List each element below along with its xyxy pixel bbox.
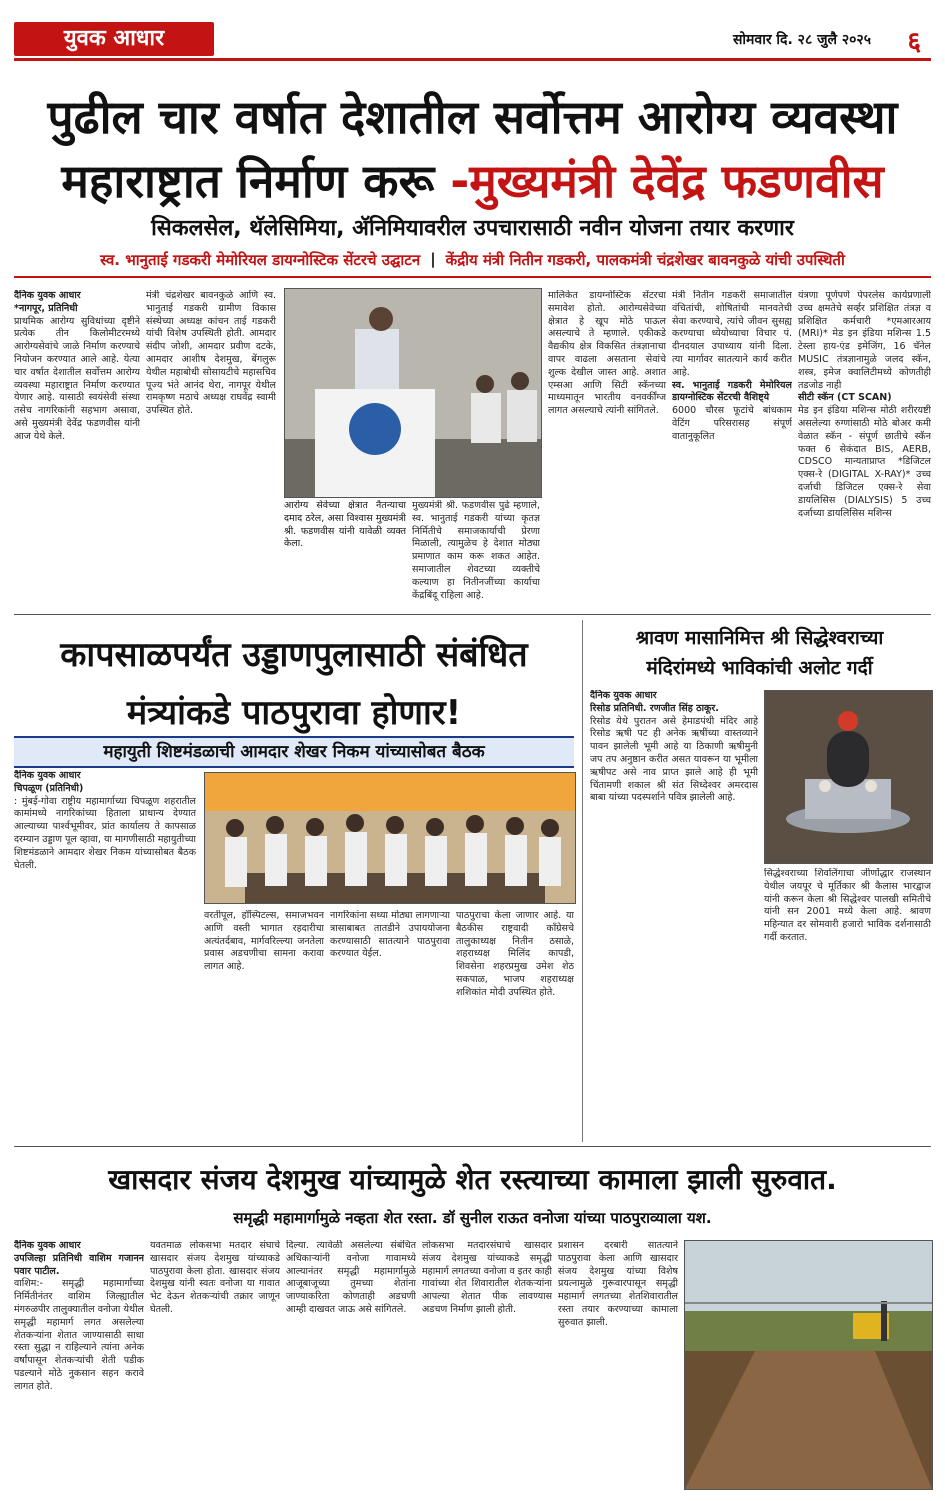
story2-headline-line1: कापसाळपर्यंत उड्डाणपुलासाठी संबंधित bbox=[60, 635, 528, 675]
story1-col5-heading: स्व. भानुताई गडकरी मेमोरियल डायग्नोस्टिक सेंटरची वैशिष्ट्ये bbox=[672, 379, 792, 404]
story4-byline: दैनिक युवक आधार bbox=[14, 1240, 81, 1251]
story1-column-5 bbox=[672, 290, 792, 610]
strap-divider: | bbox=[430, 250, 436, 268]
story1-col2-text: मंत्री चंद्रशेखर बावनकुळे आणि स्व. भानुताई गडकरी ग्रामीण विकास संस्थेच्या अध्यक्ष कांचन ताई गडकरी यांची विशेष उपस्थिती होती. आमदार संदीप जोशी, आमदार प्रवीण दटके, आमदार आशीष देशमुख, बेंगलुरू येथील महाबोधी सोसायटीचे महासचिव पूज्य भंते आनंद थेरा, नागपूर येथील रामकृष्ण मठाचे अध्यक्ष राघवेंद्र स्वामी उपस्थित होते. bbox=[146, 290, 276, 417]
story2-col3-text: नागरिकांना सध्या मोठ्या लागणाऱ्या त्रासाबाबत तातडीने उपाययोजना करण्यासाठी सातत्याने पाठपुरावा करण्यात येईल. bbox=[330, 910, 450, 960]
story2-column-3 bbox=[330, 910, 450, 1142]
story1-headline-line2 bbox=[14, 152, 931, 210]
story2-photo bbox=[204, 772, 576, 904]
story1-headline-line1: पुढील चार वर्षात देशातील सर्वोत्तम आरोग्य व्यवस्था bbox=[47, 90, 898, 144]
story1-column-1 bbox=[14, 290, 140, 610]
story1-col5-tail: 6000 चौरस फूटांचे बांधकाम वेटिंग परिसरासह संपूर्ण वातानुकूलित bbox=[672, 405, 792, 442]
story3-col2-text: सिद्धेश्वराच्या शिवलिंगाचा जीर्णोद्धार राजस्थान येथील जयपूर चे मूर्तिकार श्री कैलास भारद्वाज यांनी करून केला श्री सिद्धेश्वर पालखी समितीचे यांनी सन 2001 मध्ये केला आहे. श्रावण महिन्यात दर सोमवारी हजारो भाविक दर्शनासाठी गर्दी करतात. bbox=[764, 868, 931, 943]
story1-photo bbox=[284, 288, 542, 498]
story4-byline-location: उपजिल्हा प्रतिनिधी वाशिम गजानन पवार पाटील. bbox=[14, 1252, 144, 1277]
story4-subhead: समृद्धी महामार्गामुळे नव्हता शेत रस्ता. डॉ सुनील राऊत वनोजा यांच्या पाठपुराव्याला यश. bbox=[233, 1209, 712, 1227]
story3-headline-line1: श्रावण मासानिमित्त श्री सिद्धेश्वराच्या bbox=[635, 627, 884, 649]
masthead bbox=[14, 22, 931, 61]
meeting-photo-illustration bbox=[205, 773, 575, 903]
story3-column-1 bbox=[590, 690, 758, 1142]
story3-byline-location: रिसोड प्रतिनिधी. रणजीत सिंह ठाकूर. bbox=[590, 702, 719, 714]
story1-column-4 bbox=[548, 290, 666, 610]
story2-byline: दैनिक युवक आधार bbox=[14, 770, 81, 781]
story4-col1-text: वाशिम:- समृद्धी महामार्गाच्या निर्मितीनंतर वाशिम जिल्ह्यातील मंगरुळपीर तालुक्यातील वनोजा येथील समृद्धी महामार्ग लगत असलेल्या शेतकऱ्यांना शेतात जाण्यासाठी साधा रस्ता सुद्धा न राहिल्याने त्यांना अनेक वर्षांपासून शेतकऱ्यांची शेती पडीक पडल्याने मोठे नुकसान सहन करावे लागत होते. bbox=[14, 1278, 144, 1392]
column-divider bbox=[582, 620, 583, 1142]
story1-column-6 bbox=[798, 290, 931, 610]
story4-col3-text: दिल्या. त्यावेळी असलेल्या संबंधित अधिकाऱ्यांनी वनोजा गावामध्ये आल्यानंतर समृद्धी महामार्गामुळे आजूबाजूच्या तुमच्या शेतांना जाण्याकरिता कोणताही अडचणी आम्ही दाखवत जाऊ असे सांगितले. bbox=[286, 1240, 416, 1315]
story1-col4-text: मालिकेत डायग्नोस्टिक सेंटरचा समावेश होतो. आरोग्यसेवेच्या क्षेत्रात हे खूप मोठे पाऊल असल्याचे ते म्हणाले. एकीकडे वैद्यकीय क्षेत्र विकसित तंत्रज्ञानाचा वापर वाढला असताना सेवांचे शुल्क देखील जास्त आहे. अशात एम्सआ आणि सिटी स्कॅनच्या माध्यमातून भारतीय वनवर्कींग्ज लागत असल्याचे त्यांनी सांगितले. bbox=[548, 290, 666, 417]
story1-col6-text: यंत्रणा पूर्णपणे पेपरलेस कार्यप्रणाली उच्च क्षमतेचे सर्व्हर प्रशिक्षित तंत्रज्ञ व प्रशिक्षित कर्मचारी *एमआरआय (MRI)* मेड इन इंडिया मशिन्स 1.5 टेस्ला हाय-एंड इमेजिंग, 16 चॅनेल MUSIC तंत्रज्ञानामुळे जलद स्कॅन, शस्त्र, इमेज क्वालिटीमध्ये कोणतीही तडजोड नाही bbox=[798, 290, 931, 391]
story3-byline: दैनिक युवक आधार bbox=[590, 690, 657, 701]
story1-headline-part-a: महाराष्ट्रात निर्माण करू bbox=[61, 154, 451, 208]
story1-subhead: सिकलसेल, थॅलेसिमिया, ॲनिमियावरील उपचारासाठी नवीन योजना तयार करणार bbox=[151, 216, 794, 241]
story2-byline-location: चिपळूण (प्रतिनिधी) bbox=[14, 782, 84, 794]
story1-headline-part-b: -मुख्यमंत्री देवेंद्र फडणवीस bbox=[450, 154, 884, 208]
story1-column-2 bbox=[146, 290, 276, 610]
story3-column-2 bbox=[764, 868, 931, 1142]
story1-strap-left: स्व. भानुताई गडकरी मेमोरियल डायग्नोस्टिक सेंटरचे उद्घाटन bbox=[100, 251, 421, 269]
story1-photo-caption: आरोग्य सेवेच्या क्षेत्रात नैतन्याचा दमाद ठरेल, असा विश्वास मुख्यमंत्री श्री. फडणवीस यांनी यावेळी व्यक्त केला. bbox=[284, 500, 406, 550]
story1-col6-tail: मेड इन इंडिया मशिन्स मोठी शरीरयष्टी असलेल्या रुग्णांसाठी मोठे बोअर कमी वेळात स्कॅन - संपूर्ण छातीचे स्कॅन फक्त 6 सेकंदात BIS, AERB, CDSCO मान्यताप्राप्त *डिजिटल एक्स-रे (DIGITAL X-RAY)* उच्च दर्जाची डिजिटल एक्स-रे सेवा डायलिसिस (DIALYSIS) 5 उच्च दर्जाच्या डायलिसिस मशिन्स bbox=[798, 405, 931, 519]
story4-column-1 bbox=[14, 1240, 144, 1488]
story2-column-2 bbox=[204, 910, 324, 1142]
shivling-photo-illustration bbox=[765, 691, 932, 863]
inauguration-photo-illustration bbox=[285, 289, 541, 497]
story4-col2-text: यवतमाळ लोकसभा मतदार संघाचे खासदार संजय देशमुख यांच्याकडे पाठपुरावा केला होता. खासदार संजय देशमुख यांनी स्वतः वनोजा या गावात भेट देऊन शेतकऱ्यांची तक्रार जाणून घेतली. bbox=[150, 1240, 280, 1315]
story1-rule bbox=[14, 276, 931, 278]
story2-col4-text: पाठपुराचा केला जाणार आहे. या बैठकीस राष्ट्रवादी काँग्रेसचे तालुकाध्यक्ष नितीन ठसाळे, शहराध्यक्ष मिलिंद कापडी, शिवसेना शहरप्रमुख उमेश शेठ सकपाळ, भाजप शहराध्यक्ष शशिकांत मोदी उपस्थित होते. bbox=[456, 910, 574, 998]
story2-column-4 bbox=[456, 910, 574, 1142]
masthead-logo: युवक आधार bbox=[14, 22, 214, 56]
story3-headline-line2: मंदिरांमध्ये भाविकांची अलोट गर्दी bbox=[646, 657, 873, 679]
story1-strap-right: केंद्रीय मंत्री नितीन गडकरी, पालकमंत्री चंद्रशेखर बावनकुळे यांची उपस्थिती bbox=[445, 251, 845, 269]
story1-column-3 bbox=[412, 500, 540, 610]
story1-byline: दैनिक युवक आधार bbox=[14, 290, 81, 301]
story4-column-3 bbox=[286, 1240, 416, 1488]
story2-col1-text: : मुंबई-गोवा राष्ट्रीय महामार्गाच्या चिपळूण शहरातील कामांमध्ये नागरिकांच्या हिताला प्राधान्य देण्यात आल्याच्या पार्श्वभूमीवर, प्रांत कार्यालय ते कापसाळ दरम्यान उड्डाण पूल व्हावा, या मागणीसाठी महायुतीच्या शिष्टमंडळाने आमदार शेखर निकम यांच्यासोबत बैठक घेतली. bbox=[14, 795, 196, 871]
story4-headline: खासदार संजय देशमुख यांच्यामुळे शेत रस्त्याच्या कामाला झाली सुरुवात. bbox=[108, 1163, 837, 1196]
road-work-photo-illustration bbox=[685, 1241, 932, 1489]
section-divider-1 bbox=[14, 614, 931, 615]
page-number: ६ bbox=[907, 27, 921, 57]
story3-photo bbox=[764, 690, 933, 864]
story2-headline-line2: मंत्र्यांकडे पाठपुरावा होणार! bbox=[126, 693, 462, 733]
story1-col3-text: मुख्यमंत्री श्री. फडणवीस पुढे म्हणाले, स्व. भानुताई गडकरी यांच्या कृतज्ञ निर्मितीचे समाजकार्याची प्रेरणा मिळाली, त्यामुळेच हे देशात मोठ्या प्रमाणात काम करू शकत आहेत. समाजातील शेवटच्या व्यक्तीचे कल्याण हा नितीनजींच्या कार्याचा केंद्रबिंदू राहिला आहे. bbox=[412, 500, 540, 601]
story4-photo bbox=[684, 1240, 933, 1490]
story1-col6-heading: सीटी स्कॅन (CT SCAN) bbox=[798, 392, 892, 404]
story1-col5-text: मंत्री नितीन गडकरी समाजातील वंचितांची, शोषितांची मानवतेची सेवा करण्याचे, त्यांचे जीवन सुसह्य करण्याचा ध्येयोध्याचा विचार पं. दीनदयाल उपाध्याय यांनी दिला. त्या मार्गावर सातत्याने कार्य करीत आहे. bbox=[672, 290, 792, 378]
story4-column-4 bbox=[422, 1240, 552, 1488]
story1-strap bbox=[14, 250, 931, 270]
story2-col2-text: वरतीपूल, हॉस्पिटल्स, समाजभवन आणि वस्ती भागात रहदारीचा अत्यंतर्दबाव, मार्गवरिल्ल्या जनतेला प्रवास अडचणीचा सामना करावा लागत आहे. bbox=[204, 910, 324, 973]
story4-column-5 bbox=[558, 1240, 678, 1488]
story2-tag: महायुती शिष्टमंडळाची आमदार शेखर निकम यांच्यासोबत बैठक bbox=[14, 736, 574, 768]
story1-col1-text: प्राथमिक आरोग्य सुविधांच्या दृष्टीने प्रत्येक तीन किलोमीटरमध्ये आरोग्यसेवांचे जाळे निर्माण करण्याचे नियोजन करण्यात आले आहे. येत्या चार वर्षात देशातील सर्वोत्तम आरोग्य व्यवस्था महाराष्ट्रात निर्माण करण्यात येणार आहे. यासाठी स्वयंसेवी संस्था तसेच नागरिकांनी सहभाग असावा, असे मुख्यमंत्री देवेंद्र फडणवीस यांनी आज येथे केले. bbox=[14, 315, 140, 442]
story2-column-1 bbox=[14, 770, 196, 1140]
story3-col1-text: रिसोड येथे पुरातन असे हेमाडपंथी मंदिर आहे रिसोड ऋषी पट ही अनेक ऋषींच्या वास्तव्याने पावन झालेली भूमी आहे या ठिकाणी ऋषीमुनी जप तप अनुष्ठान करीत असत यावरून या भूमीला ऋषीपट असे नाव प्राप्त झाले आहे ही भूमी चिंतामणी शकाल श्री संत सिध्देश्वर अमरदास बाबा यांच्या पदस्पर्शाने पवित्र झालेली आहे. bbox=[590, 715, 758, 804]
story4-column-2 bbox=[150, 1240, 280, 1488]
story4-col4-text: लोकसभा मतदारसंघाचे खासदार संजय देशमुख यांच्याकडे समृद्धी महामार्ग लगतच्या वनोजा व इतर काही गावांच्या शेत शिवारातील शेतकऱ्यांना आपल्या शेतात पीक लावण्यास अडचण निर्माण झाली होती. bbox=[422, 1240, 552, 1315]
story4-col5-text: प्रशासन दरबारी सातत्याने पाठपुरावा केला आणि खासदार संजय देशमुख यांच्या विशेष प्रयत्नामुळे गुरूवारपासून समृद्धी महामार्ग लगतच्या शेतशिवारातील रस्ता तयार करण्याच्या कामाला सुरुवात झाली. bbox=[558, 1240, 678, 1328]
issue-date: सोमवार दि. २८ जुलै २०२५ bbox=[732, 32, 871, 48]
story1-byline-location: *नागपूर, प्रतिनिधी bbox=[14, 302, 78, 314]
section-divider-2 bbox=[14, 1146, 931, 1147]
